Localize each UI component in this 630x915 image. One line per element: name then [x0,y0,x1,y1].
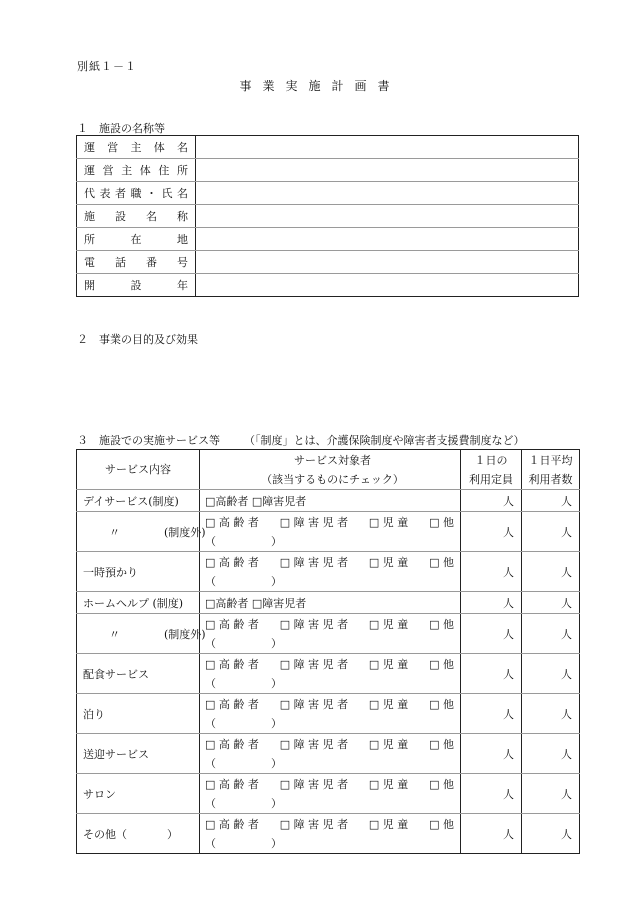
label-char: 在 [130,233,142,246]
check-disabled[interactable]: □ 障 害 児 者 [279,817,349,831]
label-char: ・ [146,187,157,200]
col-header-target-line1: サービス対象者 [294,453,371,467]
facility-label [77,159,196,182]
check-elderly[interactable]: □ 高 齢 者 [205,777,259,791]
service-name [77,614,206,654]
table-row [77,654,580,694]
section-3-note: （「制度」とは、介護保険制度や障害者支援費制度など） [244,434,525,447]
average-cell[interactable]: 人 [522,734,580,774]
paren-close: ） [271,756,282,770]
capacity-cell[interactable]: 人 [461,490,522,512]
target-checkboxes[interactable]: □高齢者 □障害児者 [200,592,461,614]
check-other[interactable]: □ 他 [429,817,454,831]
label-char: 体 [139,164,151,177]
capacity-cell[interactable]: 人 [461,774,522,814]
check-other[interactable]: □ 他 [429,515,454,529]
facility-value-operator-name[interactable] [196,136,579,159]
label-char: 営 [107,141,119,154]
check-children[interactable]: □ 児 童 [368,777,409,791]
paren-open: （ [205,716,216,730]
check-disabled[interactable]: □ 障 害 児 者 [279,777,349,791]
facility-row [77,182,579,205]
label-char: 設 [115,210,126,223]
facility-info-table [76,135,579,297]
facility-value-representative[interactable] [196,182,579,205]
capacity-cell[interactable]: 人 [461,734,522,774]
col-header-capacity-line2: 利用定員 [469,472,513,486]
target-checkboxes[interactable] [200,512,461,552]
service-name [77,512,206,552]
check-children[interactable]: □ 児 童 [368,697,409,711]
paren-close: ） [271,796,282,810]
facility-row [77,136,579,159]
service-name: サロン [77,774,200,814]
average-cell[interactable]: 人 [522,512,580,552]
check-children[interactable]: □ 児 童 [368,657,409,671]
facility-label [77,205,196,228]
average-cell[interactable]: 人 [522,614,580,654]
check-disabled[interactable]: □ 障 害 児 者 [279,657,349,671]
service-other-close: ） [167,827,178,841]
check-other[interactable]: □ 他 [429,657,454,671]
label-char: 者 [115,187,126,200]
section-3-heading [77,432,525,448]
paren-close: ） [271,716,282,730]
section-3-title: ３ 施設での実施サービス等 [77,434,220,447]
facility-value-facility-name[interactable] [196,205,579,228]
label-char: 主 [130,141,142,154]
col-header-capacity [461,450,522,490]
col-header-average-line1: １日平均 [528,453,573,467]
service-name: デイサービス(制度) [77,490,200,512]
table-row [77,734,580,774]
service-name: ホームヘルプ (制度) [77,592,200,614]
check-disabled[interactable]: □ 障 害 児 者 [279,555,349,569]
check-children[interactable]: □ 児 童 [368,515,409,529]
label-char: 体 [153,141,165,154]
facility-label [77,228,196,251]
paren-close: ） [271,676,282,690]
facility-value-opening-year[interactable] [196,274,579,297]
service-name: 泊り [77,694,200,734]
label-char: 年 [177,279,188,292]
capacity-cell[interactable]: 人 [461,592,522,614]
label-char: 表 [99,187,111,200]
average-cell[interactable]: 人 [522,592,580,614]
col-header-target-line2: （該当するものにチェック） [261,472,404,486]
average-cell[interactable]: 人 [522,814,580,854]
service-name: 送迎サービス [77,734,200,774]
table-row [77,814,580,854]
paren-open: （ [205,574,216,588]
facility-row [77,228,579,251]
service-name: 配食サービス [77,654,200,694]
average-cell[interactable]: 人 [522,694,580,734]
target-checkboxes[interactable]: □高齢者 □障害児者 [200,490,461,512]
average-cell[interactable]: 人 [522,552,580,592]
col-header-target [200,450,461,490]
service-name [77,814,200,854]
capacity-cell[interactable]: 人 [461,694,522,734]
check-children[interactable]: □ 児 童 [368,617,409,631]
section-1-heading: １ 施設の名称等 [77,122,165,135]
check-other[interactable]: □ 他 [429,617,454,631]
label-char: 称 [177,210,188,223]
label-char: 設 [130,279,142,292]
col-header-average-line2: 利用者数 [528,472,573,486]
col-header-capacity-line1: １日の [474,453,508,467]
capacity-cell[interactable]: 人 [461,512,522,552]
check-children[interactable]: □ 児 童 [368,817,409,831]
label-char: 話 [115,256,126,269]
table-row [77,552,580,592]
table-row [77,490,580,512]
label-char: 住 [158,164,170,177]
average-cell[interactable]: 人 [522,774,580,814]
label-char: 号 [177,256,188,269]
facility-row [77,251,579,274]
average-cell[interactable]: 人 [522,654,580,694]
target-checkboxes[interactable] [200,774,461,814]
paren-close: ） [271,574,282,588]
section-2-heading: ２ 事業の目的及び効果 [77,333,198,346]
target-checkboxes[interactable] [200,694,461,734]
check-other[interactable]: □ 他 [429,555,454,569]
facility-value-location[interactable] [196,228,579,251]
label-char: 地 [177,233,188,246]
paren-close: ） [271,636,282,650]
service-sub: (制度外) [164,627,206,641]
facility-row [77,274,579,297]
label-char: 名 [146,210,157,223]
check-disabled[interactable]: □ 障 害 児 者 [279,737,349,751]
paren-open: （ [205,836,216,850]
facility-row [77,205,579,228]
paren-open: （ [205,636,216,650]
col-header-service: サービス内容 [77,450,200,490]
ditto-mark: 〃 [109,525,120,539]
label-char: 開 [84,279,95,292]
average-cell[interactable]: 人 [522,490,580,512]
check-elderly[interactable]: □ 高 齢 者 [205,555,259,569]
check-elderly[interactable]: □ 高 齢 者 [205,617,259,631]
target-checkboxes[interactable] [200,734,461,774]
paren-open: （ [205,756,216,770]
check-elderly[interactable]: □ 高 齢 者 [205,657,259,671]
table-row [77,512,580,552]
target-checkboxes[interactable] [200,654,461,694]
label-char: 氏 [161,187,173,200]
service-name: 一時預かり [77,552,200,592]
capacity-cell[interactable]: 人 [461,614,522,654]
document-title: 事業実施計画書 [239,79,401,93]
paren-close: ） [271,534,282,548]
facility-value-operator-address[interactable] [196,159,579,182]
paren-open: （ [205,796,216,810]
target-checkboxes[interactable] [200,814,461,854]
check-other[interactable]: □ 他 [429,697,454,711]
check-children[interactable]: □ 児 童 [368,555,409,569]
label-char: 代 [84,187,95,200]
paren-open: （ [205,534,216,548]
label-char: 所 [176,164,188,177]
services-table [76,449,580,854]
label-char: 職 [130,187,142,200]
check-elderly[interactable]: □ 高 齢 者 [205,817,259,831]
facility-label [77,251,196,274]
table-row [77,614,580,654]
check-elderly[interactable]: □ 高 齢 者 [205,515,259,529]
facility-row [77,159,579,182]
label-char: 運 [84,164,95,177]
document-reference: 別紙１－１ [77,60,137,73]
facility-label [77,136,196,159]
check-children[interactable]: □ 児 童 [368,737,409,751]
table-row [77,592,580,614]
check-other[interactable]: □ 他 [429,777,454,791]
service-other-label: その他（ [83,827,127,841]
label-char: 名 [177,141,188,154]
label-char: 運 [84,141,95,154]
label-char: 番 [146,256,157,269]
table-row [77,774,580,814]
check-elderly[interactable]: □ 高 齢 者 [205,737,259,751]
check-disabled[interactable]: □ 障 害 児 者 [279,515,349,529]
label-char: 電 [84,256,95,269]
capacity-cell[interactable]: 人 [461,654,522,694]
facility-label [77,182,196,205]
target-checkboxes[interactable] [200,552,461,592]
label-char: 施 [84,210,95,223]
capacity-cell[interactable]: 人 [461,552,522,592]
header-row [77,450,580,490]
check-other[interactable]: □ 他 [429,737,454,751]
table-row [77,694,580,734]
label-char: 主 [121,164,133,177]
service-sub: (制度外) [164,525,206,539]
check-elderly[interactable]: □ 高 齢 者 [205,697,259,711]
col-header-average [522,450,580,490]
label-char: 営 [102,164,114,177]
label-char: 名 [177,187,188,200]
facility-value-phone[interactable] [196,251,579,274]
check-disabled[interactable]: □ 障 害 児 者 [279,617,349,631]
capacity-cell[interactable]: 人 [461,814,522,854]
paren-open: （ [205,676,216,690]
ditto-mark: 〃 [109,627,120,641]
target-checkboxes[interactable] [200,614,461,654]
paren-close: ） [271,836,282,850]
facility-label [77,274,196,297]
label-char: 所 [84,233,95,246]
check-disabled[interactable]: □ 障 害 児 者 [279,697,349,711]
